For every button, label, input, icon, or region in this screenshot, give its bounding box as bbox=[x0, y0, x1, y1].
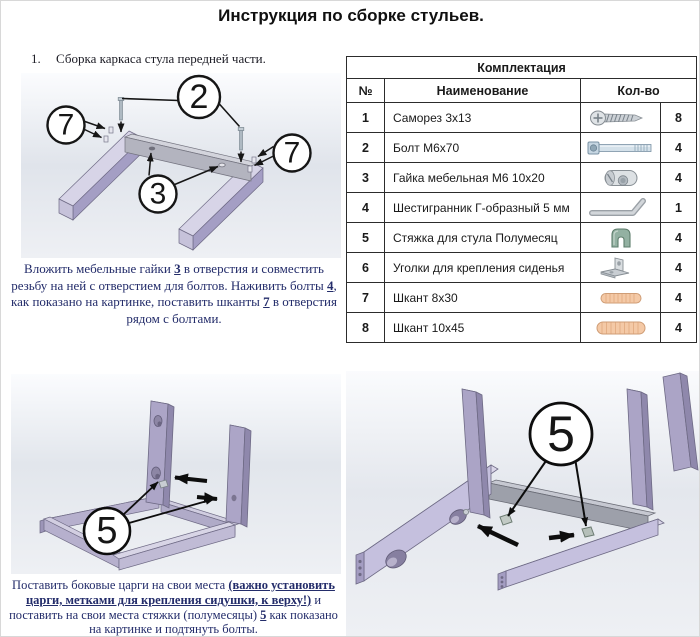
callout-5-left-label: 5 bbox=[96, 510, 118, 552]
clamp-arrow-right bbox=[549, 535, 574, 538]
page-title: Инструкция по сборке стульев. bbox=[218, 6, 484, 25]
side-frame-assembly-diagram bbox=[11, 374, 341, 574]
crescent-clamp-icon bbox=[585, 225, 657, 251]
clamp-arrow-right bbox=[197, 497, 217, 499]
part-image-cell bbox=[581, 163, 661, 193]
parts-row bbox=[347, 223, 697, 253]
parts-row bbox=[347, 313, 697, 343]
part-num: 5 bbox=[347, 223, 385, 253]
parts-table-title: Комплектация bbox=[347, 57, 697, 79]
part-qty: 1 bbox=[661, 193, 697, 223]
front-frame-assembly-diagram bbox=[21, 73, 341, 258]
parts-row bbox=[347, 103, 697, 133]
part-name: Шестигранник Г-образный 5 мм bbox=[385, 193, 581, 223]
bolt-icon bbox=[585, 135, 657, 161]
dowel-large-icon bbox=[585, 315, 657, 341]
part-name: Гайка мебельная М6 10х20 bbox=[385, 163, 581, 193]
col-header-qty: Кол-во bbox=[581, 79, 697, 103]
part-qty: 4 bbox=[661, 313, 697, 343]
nut-hole-left bbox=[149, 147, 155, 151]
callout-7-left-label: 7 bbox=[57, 108, 75, 142]
right-back-post bbox=[226, 425, 251, 527]
part-qty: 8 bbox=[661, 103, 697, 133]
part-image-cell bbox=[581, 283, 661, 313]
part-name: Саморез 3х13 bbox=[385, 103, 581, 133]
part-num: 2 bbox=[347, 133, 385, 163]
part-num: 7 bbox=[347, 283, 385, 313]
hex-key-icon bbox=[585, 195, 657, 221]
nut-hole-right bbox=[219, 163, 225, 167]
part-qty: 4 bbox=[661, 133, 697, 163]
parts-row bbox=[347, 283, 697, 313]
part-qty: 4 bbox=[661, 163, 697, 193]
step1-note: Вложить мебельные гайки 3 в отверстия и совместить резьбу на ней с отверстием для болтов. Наживить болты 4, как показано на картинке, поставить шканты 7 в отверстия рядом с болтами. bbox=[11, 261, 337, 326]
clamp-closeup-diagram bbox=[346, 371, 700, 637]
step1-number: 1. bbox=[31, 51, 41, 66]
callout-2-label: 2 bbox=[189, 78, 209, 116]
part-image-cell bbox=[581, 223, 661, 253]
parts-row bbox=[347, 163, 697, 193]
parts-table bbox=[346, 56, 697, 343]
callout-7-right-label: 7 bbox=[283, 136, 301, 170]
col-header-num: № bbox=[347, 79, 385, 103]
step2-note: Поставить боковые царги на свои места (важно установить царги, метками для крепления сидушки, к верху!) и поставить на свои места стяжки (полумесяцы) 5 как показано на картинке и подтянуть болты. bbox=[9, 578, 338, 637]
parts-row bbox=[347, 253, 697, 283]
screw-icon bbox=[585, 105, 657, 131]
part-image-cell bbox=[581, 103, 661, 133]
part-name: Болт М6х70 bbox=[385, 133, 581, 163]
callout-3-label: 3 bbox=[149, 177, 167, 211]
part-image-cell bbox=[581, 313, 661, 343]
part-image-cell bbox=[581, 133, 661, 163]
parts-row bbox=[347, 133, 697, 163]
part-num: 8 bbox=[347, 313, 385, 343]
dowel-small-icon bbox=[585, 285, 657, 311]
part-num: 4 bbox=[347, 193, 385, 223]
part-image-cell bbox=[581, 253, 661, 283]
part-name: Уголки для крепления сиденья bbox=[385, 253, 581, 283]
step1-heading-text: Сборка каркаса стула передней части. bbox=[56, 51, 266, 66]
corner-bracket-icon bbox=[585, 255, 657, 281]
callout-5-right-label: 5 bbox=[547, 406, 575, 462]
part-name: Стяжка для стула Полумесяц bbox=[385, 223, 581, 253]
barrel-nut-icon bbox=[585, 165, 657, 191]
part-image-cell bbox=[581, 193, 661, 223]
left-back-post bbox=[146, 401, 174, 508]
part-num: 1 bbox=[347, 103, 385, 133]
part-qty: 4 bbox=[661, 283, 697, 313]
col-header-name: Наименование bbox=[385, 79, 581, 103]
part-qty: 4 bbox=[661, 253, 697, 283]
part-name: Шкант 10х45 bbox=[385, 313, 581, 343]
part-num: 6 bbox=[347, 253, 385, 283]
part-name: Шкант 8х30 bbox=[385, 283, 581, 313]
parts-row bbox=[347, 193, 697, 223]
crescent-clamp-piece bbox=[159, 480, 168, 488]
step1-heading bbox=[31, 51, 341, 67]
part-num: 3 bbox=[347, 163, 385, 193]
part-qty: 4 bbox=[661, 223, 697, 253]
